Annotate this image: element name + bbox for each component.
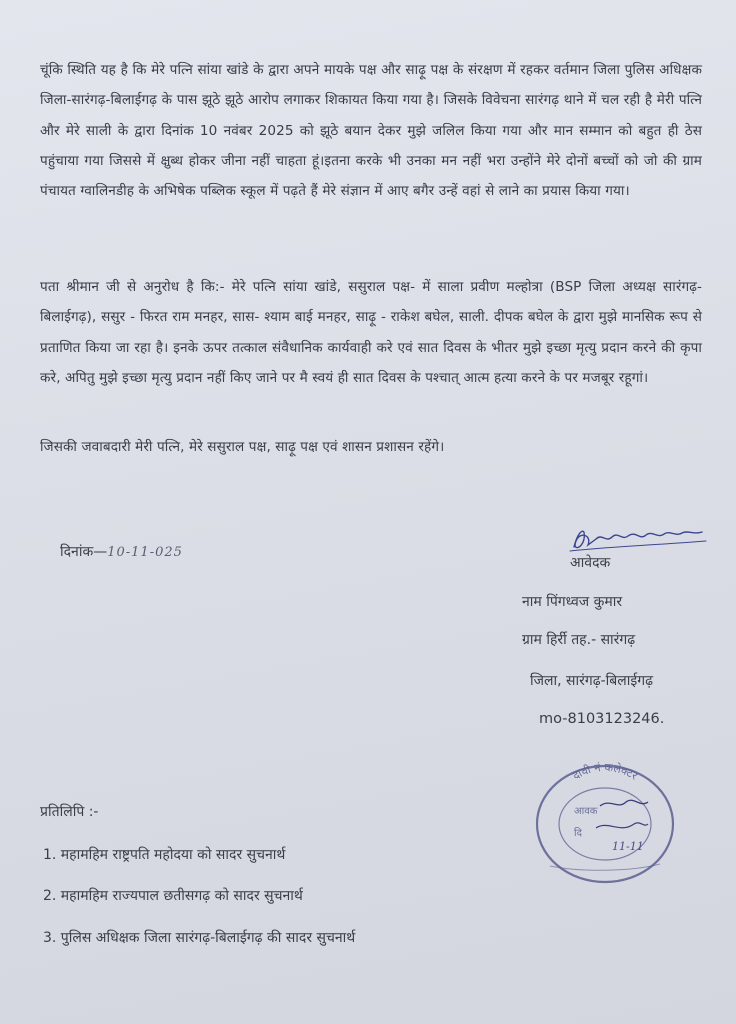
applicant-label: आवेदक: [570, 555, 611, 571]
svg-text:आवक: आवक: [574, 806, 598, 817]
copy-item-governor: 2. महामहिम राज्यपाल छतीसगढ़ को सादर सुचनार्थ: [43, 888, 303, 904]
copy-heading: प्रतिलिपि :-: [40, 804, 99, 820]
svg-text:दावी नं कलेक्टर: दावी नं कलेक्टर: [570, 760, 640, 783]
date-value: 10-11-025: [107, 545, 183, 560]
signature: [566, 521, 711, 557]
paragraph-responsibility: जिसकी जवाबदारी मेरी पत्नि, मेरे ससुराल पक्ष, साढ़ू पक्ष एवं शासन प्रशासन रहेंगे।: [40, 439, 445, 455]
svg-text:दि: दि: [574, 828, 582, 839]
collector-seal-stamp: [530, 758, 680, 888]
paragraph-request: पता श्रीमान जी से अनुरोध है कि:- मेरे पत्नि सांया खांडे, ससुराल पक्ष- में साला प्रवीण मल्होत्रा (BSP जिला अध्यक्ष सारंगढ़-बिलाईगढ़), ससुर - फिरत राम मनहर, सास- श्याम बाई मनहर, साढ़ू - राकेश बघेल, साली. दीपक बघेल के द्वारा मुझे मानसिक रूप से प्रताणित किया जा रहा है। इनके ऊपर तत्काल संवैधानिक कार्यवाही करे एवं सात दिवस के भीतर मुझे इच्छा मृत्यु प्रदान करने की कृपा करे, अपितु मुझे इच्छा मृत्यु प्रदान नहीं किए जाने पर मै स्वयं ही सात दिवस के पश्चात् आत्म हत्या करने के पर मजबूर रहूगां।: [40, 279, 702, 386]
applicant-village: ग्राम हिर्री तह.- सारंगढ़: [522, 632, 636, 648]
applicant-mobile: mo-8103123246.: [539, 711, 665, 727]
applicant-district: जिला, सारंगढ़-बिलाईगढ़: [530, 673, 654, 689]
paragraph-complaint: चूंकि स्थिति यह है कि मेरे पत्नि सांया खांडे के द्वारा अपने मायके पक्ष और साढ़ू पक्ष के संरक्षण में रहकर वर्तमान जिला पुलिस अधिक्षक जिला-सारंगढ़-बिलाईगढ़ के पास झूठे झूठे आरोप लगाकर शिकायत किया गया है। जिसके विवेचना सारंगढ़ थाने में चल रही है मेरी पत्नि और मेरे साली के द्वारा दिनांक 10 नवंबर 2025 को झूठे बयान देकर मुझे जलिल किया गया और मान सम्मान को बहुत ही ठेस पहुंचाया गया जिससे में क्षुब्ध होकर जीना नहीं चाहता हूं।इतना करके भी उनका मन नहीं भरा उन्होंने मेरे दोनों बच्चों को जो की ग्राम पंचायत ग्वालिनडीह के अभिषेक पब्लिक स्कूल में पढ़ते हैं मेरे संज्ञान में आए बगैर उन्हें वहां से लाने का प्रयास किया गया।: [40, 62, 702, 200]
svg-text:11-11: 11-11: [612, 840, 644, 853]
applicant-name: नाम पिंगध्वज कुमार: [522, 594, 623, 610]
copy-item-president: 1. महामहिम राष्ट्रपति महोदया को सादर सुचनार्थ: [43, 847, 286, 863]
copy-item-police: 3. पुलिस अधिक्षक जिला सारंगढ़-बिलाईगढ़ की सादर सुचनार्थ: [43, 930, 356, 946]
date-line: [60, 542, 183, 561]
date-label: दिनांक—: [60, 544, 108, 560]
